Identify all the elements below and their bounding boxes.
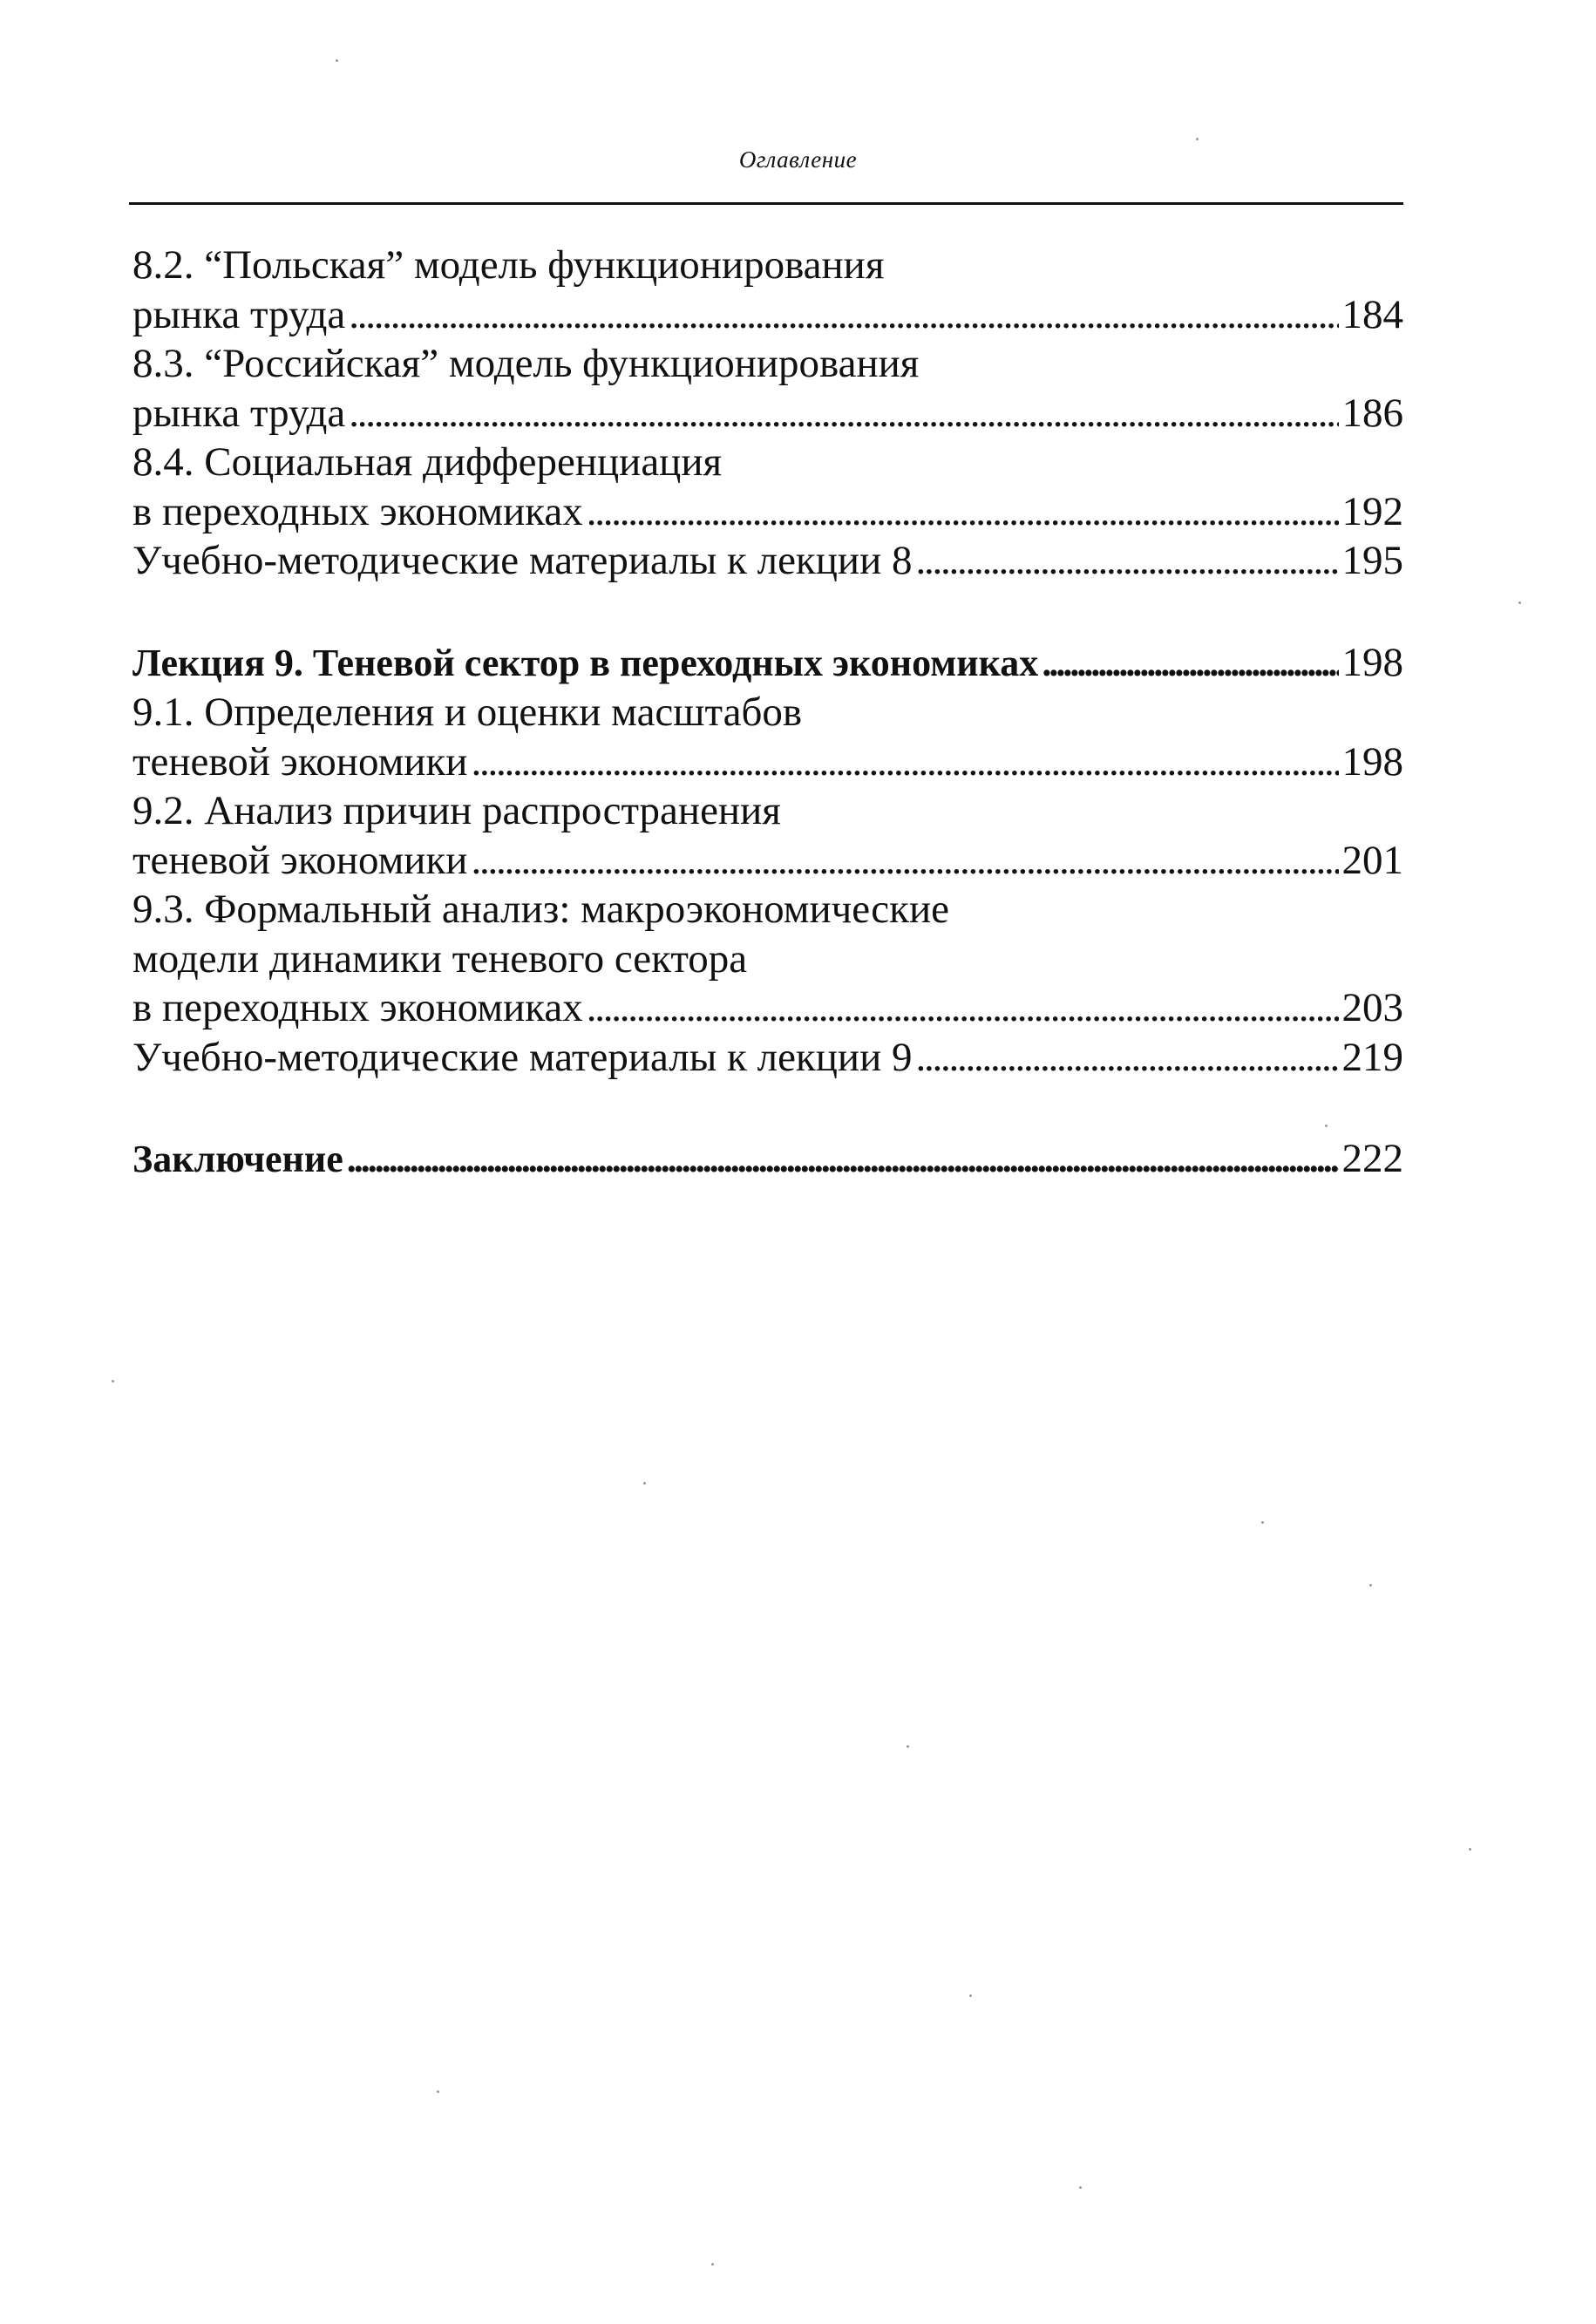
toc-entry-title-end: Учебно-методические материалы к лекции 9: [132, 1034, 913, 1080]
toc-entry-8-2[interactable]: [132, 241, 1403, 339]
toc-entry-9-2[interactable]: [132, 786, 1403, 885]
toc-page-number: 186: [1341, 390, 1403, 436]
toc-entry-title-end: Лекция 9. Теневой сектор в переходных экономиках: [132, 641, 1039, 684]
dot-leader: [471, 836, 1338, 886]
toc-entry-conclusion[interactable]: [132, 1134, 1403, 1185]
toc-page-number: 195: [1341, 538, 1403, 583]
toc-page-number: 184: [1341, 291, 1403, 337]
scan-speck: [711, 2263, 714, 2266]
toc-entry-title-line: 9.1. Определения и оценки масштабов: [132, 690, 803, 735]
scan-speck: [969, 1994, 972, 1997]
toc-page-number: 222: [1341, 1136, 1403, 1181]
toc-entry-9-1[interactable]: [132, 688, 1403, 786]
scan-speck: [1196, 138, 1199, 140]
toc-entry-title-line: 8.4. Социальная дифференциация: [132, 439, 723, 485]
running-header: Оглавление: [738, 146, 858, 173]
dot-leader: [587, 983, 1339, 1033]
toc-entry-8-3[interactable]: [132, 339, 1403, 438]
toc-entry-9-3[interactable]: [132, 885, 1403, 1033]
scan-speck: [1325, 1125, 1328, 1127]
toc-entry-title-end: Заключение: [132, 1138, 343, 1180]
toc-group-conclusion: [132, 1134, 1403, 1185]
toc-entry-lecture-9[interactable]: [132, 638, 1403, 689]
toc-group-lecture-8-end: [132, 241, 1403, 586]
toc-page-number: 192: [1341, 488, 1403, 534]
dot-leader: [349, 389, 1338, 438]
scan-speck: [1518, 601, 1521, 604]
toc-entry-8-4[interactable]: [132, 438, 1403, 536]
dot-leader: [915, 1033, 1338, 1083]
toc-entry-materials-8[interactable]: [132, 536, 1403, 586]
toc-entry-title-line: 8.3. “Российская” модель функционирования: [132, 341, 920, 386]
toc-entry-title-line: 8.2. “Польская” модель функционирования: [132, 242, 885, 288]
scan-speck: [907, 1745, 909, 1748]
scan-speck: [1369, 1584, 1372, 1587]
dot-leader: [1042, 639, 1338, 689]
header-rule: [129, 202, 1403, 205]
toc-entry-title-line: 9.3. Формальный анализ: макроэкономические: [132, 887, 949, 932]
toc-group-lecture-9: [132, 638, 1403, 1083]
dot-leader: [587, 487, 1339, 537]
toc-entry-title-end: в переходных экономиках: [132, 985, 583, 1030]
toc-page-number: 203: [1341, 985, 1403, 1030]
toc-page-number: 198: [1341, 639, 1403, 685]
scan-speck: [336, 59, 338, 62]
scan-speck: [1261, 1521, 1264, 1524]
toc-entry-title-end: Учебно-методические материалы к лекции 8: [132, 538, 913, 583]
scan-speck: [437, 2090, 439, 2093]
toc-entry-title-end: теневой экономики: [132, 837, 468, 883]
scan-speck: [643, 1482, 646, 1485]
dot-leader: [471, 737, 1338, 787]
toc-page-number: 201: [1341, 837, 1403, 883]
toc-page-number: 219: [1341, 1034, 1403, 1080]
dot-leader: [915, 536, 1338, 586]
toc-entry-title-end: в переходных экономиках: [132, 488, 583, 534]
toc-page-number: 198: [1341, 738, 1403, 785]
toc-entry-title-end: теневой экономики: [132, 738, 468, 785]
table-of-contents: [132, 241, 1403, 1237]
dot-leader: [349, 290, 1338, 340]
toc-entry-title-end: рынка труда: [132, 291, 346, 337]
toc-entry-title-line: 9.2. Анализ причин распространения: [132, 788, 781, 833]
scan-speck: [1079, 2186, 1082, 2189]
toc-entry-materials-9[interactable]: [132, 1033, 1403, 1083]
toc-entry-title-line: модели динамики теневого сектора: [132, 935, 748, 982]
toc-entry-title-end: рынка труда: [132, 390, 346, 436]
scan-speck: [112, 1380, 114, 1383]
scan-speck: [1469, 1848, 1471, 1851]
dot-leader: [347, 1135, 1339, 1185]
